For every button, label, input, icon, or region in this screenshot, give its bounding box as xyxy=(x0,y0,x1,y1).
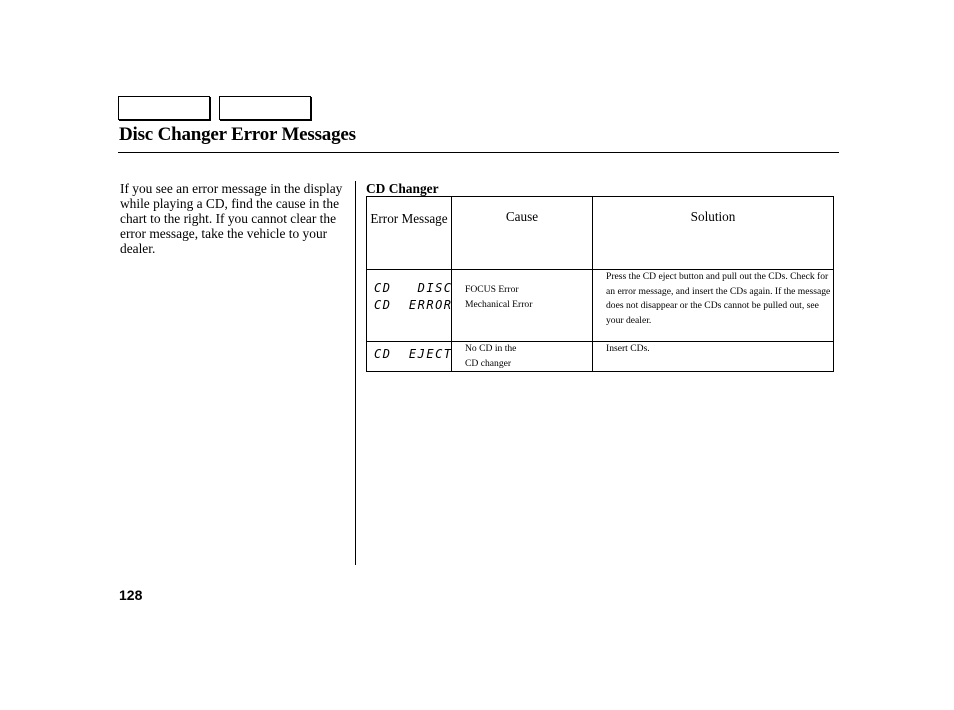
header-solution: Solution xyxy=(593,197,834,270)
cause-line: No CD in the CD changer xyxy=(465,343,517,369)
header-cause: Cause xyxy=(452,197,593,270)
cause-line: FOCUS Error xyxy=(465,284,519,295)
section-heading: CD Changer xyxy=(366,181,439,196)
header-error-message: Error Message xyxy=(367,197,452,270)
table-row xyxy=(367,270,834,342)
nav-button-1[interactable] xyxy=(118,96,210,120)
error-message-cell xyxy=(367,342,452,372)
cause-line: Mechanical Error xyxy=(465,298,533,310)
table-header-row xyxy=(367,197,834,270)
nav-button-2[interactable] xyxy=(219,96,311,120)
lcd-message: CD DISC xyxy=(374,281,453,295)
error-message-cell xyxy=(367,270,452,342)
solution-cell: Press the CD eject button and pull out the CDs. Check for an error message, and insert the CDs again. If the message does not disappear or the CDs cannot be pulled out, see your dealer. xyxy=(593,270,834,342)
lcd-message: CD ERROR xyxy=(374,298,453,312)
page-number: 128 xyxy=(119,587,143,603)
solution-cell: Insert CDs. xyxy=(593,342,834,372)
title-divider xyxy=(118,152,839,153)
error-table xyxy=(366,196,834,372)
cause-cell xyxy=(452,270,593,342)
page-title: Disc Changer Error Messages xyxy=(119,124,356,145)
cause-cell xyxy=(452,342,593,372)
table-row xyxy=(367,342,834,372)
intro-paragraph: If you see an error message in the display while playing a CD, find the cause in the chart to the right. If you cannot clear the error message, take the vehicle to your dealer. xyxy=(120,181,343,256)
column-divider xyxy=(355,181,356,565)
lcd-message: CD EJECT xyxy=(374,347,453,361)
